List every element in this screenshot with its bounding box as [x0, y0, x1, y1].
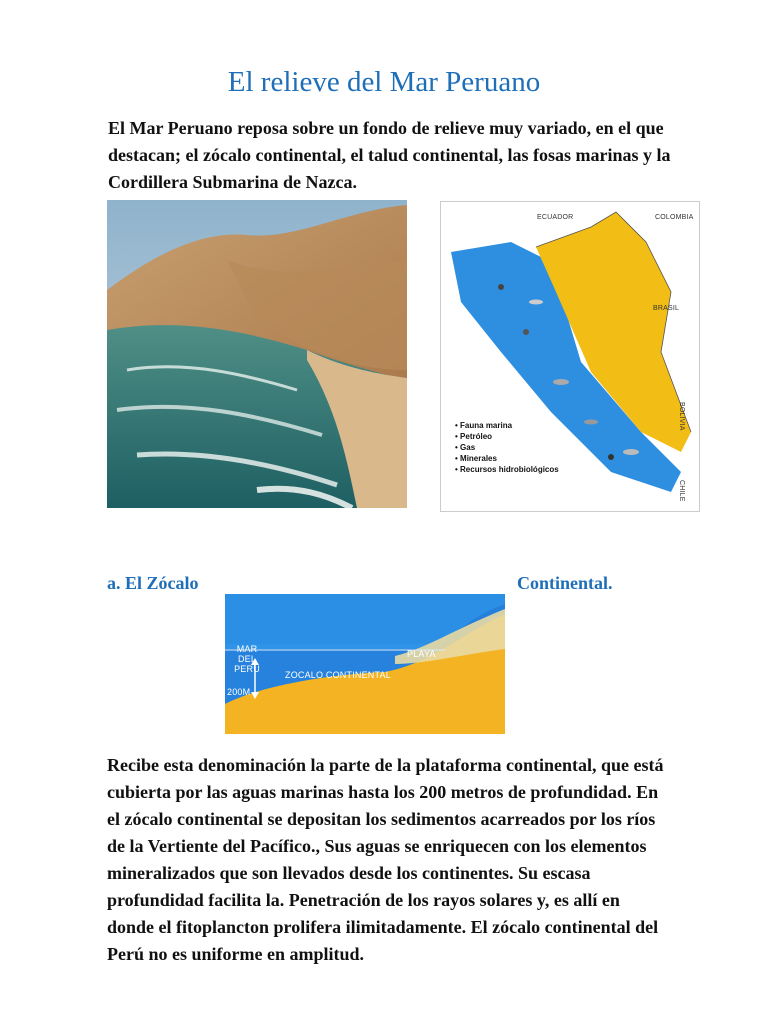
- legend-item: • Fauna marina: [455, 420, 575, 431]
- map-legend: [455, 420, 575, 475]
- map-label-bolivia: BOLIVIA: [678, 402, 685, 431]
- shelf-diagram: [225, 594, 505, 734]
- map-label-chile: CHILE: [678, 480, 685, 502]
- diagram-label-mar: MAR DEL PERU: [234, 644, 260, 674]
- map-label-ecuador: ECUADOR: [537, 214, 574, 221]
- legend-item: • Gas: [455, 442, 575, 453]
- map-label-colombia: COLOMBIA: [655, 214, 694, 221]
- diagram-label-depth: 200M: [227, 687, 251, 697]
- legend-item: • Recursos hidrobiológicos: [455, 464, 575, 475]
- page-title: El relieve del Mar Peruano: [227, 66, 541, 98]
- legend-item: • Petróleo: [455, 431, 575, 442]
- map-label-brasil: BRASIL: [653, 305, 680, 312]
- diagram-label-playa: PLAYA: [407, 649, 436, 659]
- intro-paragraph: El Mar Peruano reposa sobre un fondo de relieve muy variado, en el que destacan; el zócalo continental, el talud continental, las fosas marinas y la Cordillera Submarina de Nazca.: [108, 118, 671, 192]
- legend-item: • Minerales: [455, 453, 575, 464]
- section-heading-left: a. El Zócalo: [107, 573, 199, 593]
- peru-map: [440, 201, 700, 512]
- coast-photo: [107, 200, 407, 508]
- diagram-label-zocalo: ZOCALO CONTINENTAL: [285, 670, 391, 680]
- section-heading-right: Continental.: [517, 573, 613, 593]
- body-paragraph: Recibe esta denominación la parte de la plataforma continental, que está cubierta por las aguas marinas hasta los 200 metros de profundidad. En el zócalo continental se depositan los sedimentos acarreados por los ríos de la Vertiente del Pacífico., Sus aguas se enriquecen con los elementos mineralizados que son llevados desde los continentes. Su escasa profundidad facilita la. Penetración de los rayos solares y, es allí en donde el fitoplancton prolifera ilimitadamente. El zócalo continental del Perú no es uniforme en amplitud.: [107, 755, 664, 964]
